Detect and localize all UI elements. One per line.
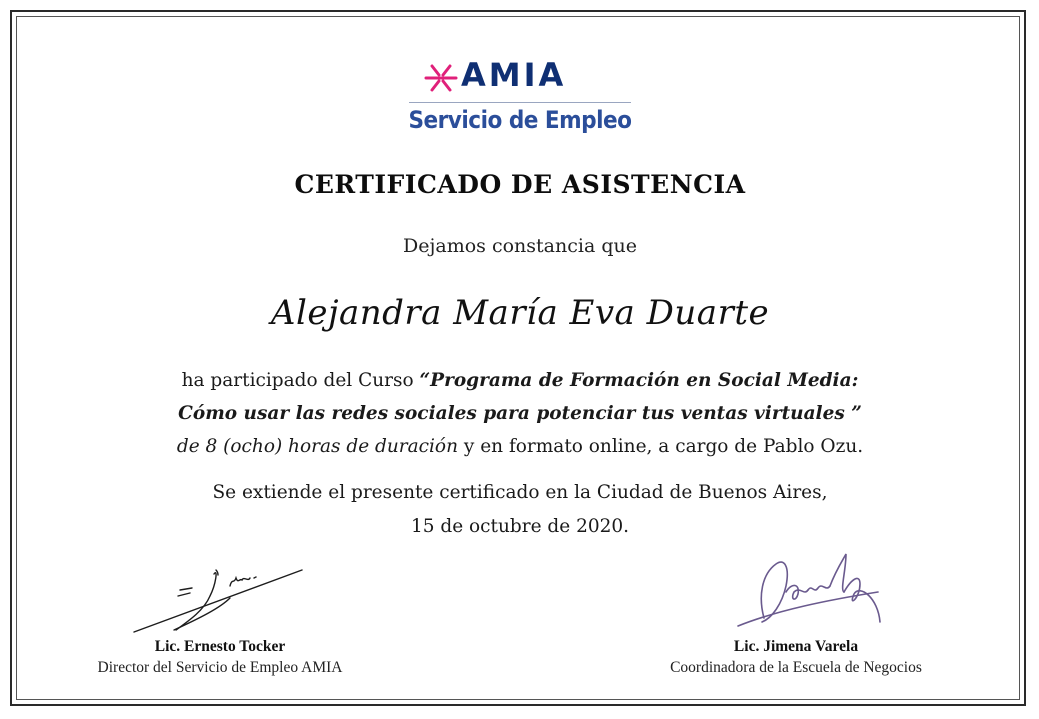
course-line-3 <box>40 436 1000 457</box>
signer-right <box>644 638 948 677</box>
signer-left-role: Director del Servicio de Empleo AMIA <box>97 659 343 676</box>
issue-place: Se extiende el presente certificado en la Ciudad de Buenos Aires, <box>212 482 828 503</box>
certificate-title: CERTIFICADO DE ASISTENCIA <box>294 170 746 199</box>
logo-subtitle: Servicio de Empleo <box>408 106 632 134</box>
course-title-part-1: “Programa de Formación en Social Media: <box>419 370 859 391</box>
course-format: y en formato online, a cargo de Pablo Ozu. <box>457 436 864 457</box>
amia-logo <box>405 56 635 142</box>
logo-divider <box>409 102 631 103</box>
amia-star-icon <box>423 62 459 94</box>
intro-text: Dejamos constancia que <box>403 235 637 257</box>
issue-date: 15 de octubre de 2020. <box>410 516 630 537</box>
signer-left-name: Lic. Ernesto Tocker <box>154 638 286 655</box>
amia-logo-text: AMIA <box>461 56 567 94</box>
signer-right-role: Coordinadora de la Escuela de Negocios <box>670 659 922 676</box>
course-line-1 <box>40 370 1000 391</box>
course-title-part-2: Cómo usar las redes sociales para potenciar tus ventas virtuales ” <box>178 403 862 424</box>
signer-left <box>70 638 370 677</box>
signature-left-image <box>130 548 310 640</box>
recipient-name: Alejandra María Eva Duarte <box>270 293 770 333</box>
signature-right-image <box>728 540 898 640</box>
course-duration: de 8 (ocho) horas de duración <box>176 436 458 457</box>
course-line-prefix: ha participado del Curso <box>181 370 420 391</box>
signer-right-name: Lic. Jimena Varela <box>733 638 859 655</box>
